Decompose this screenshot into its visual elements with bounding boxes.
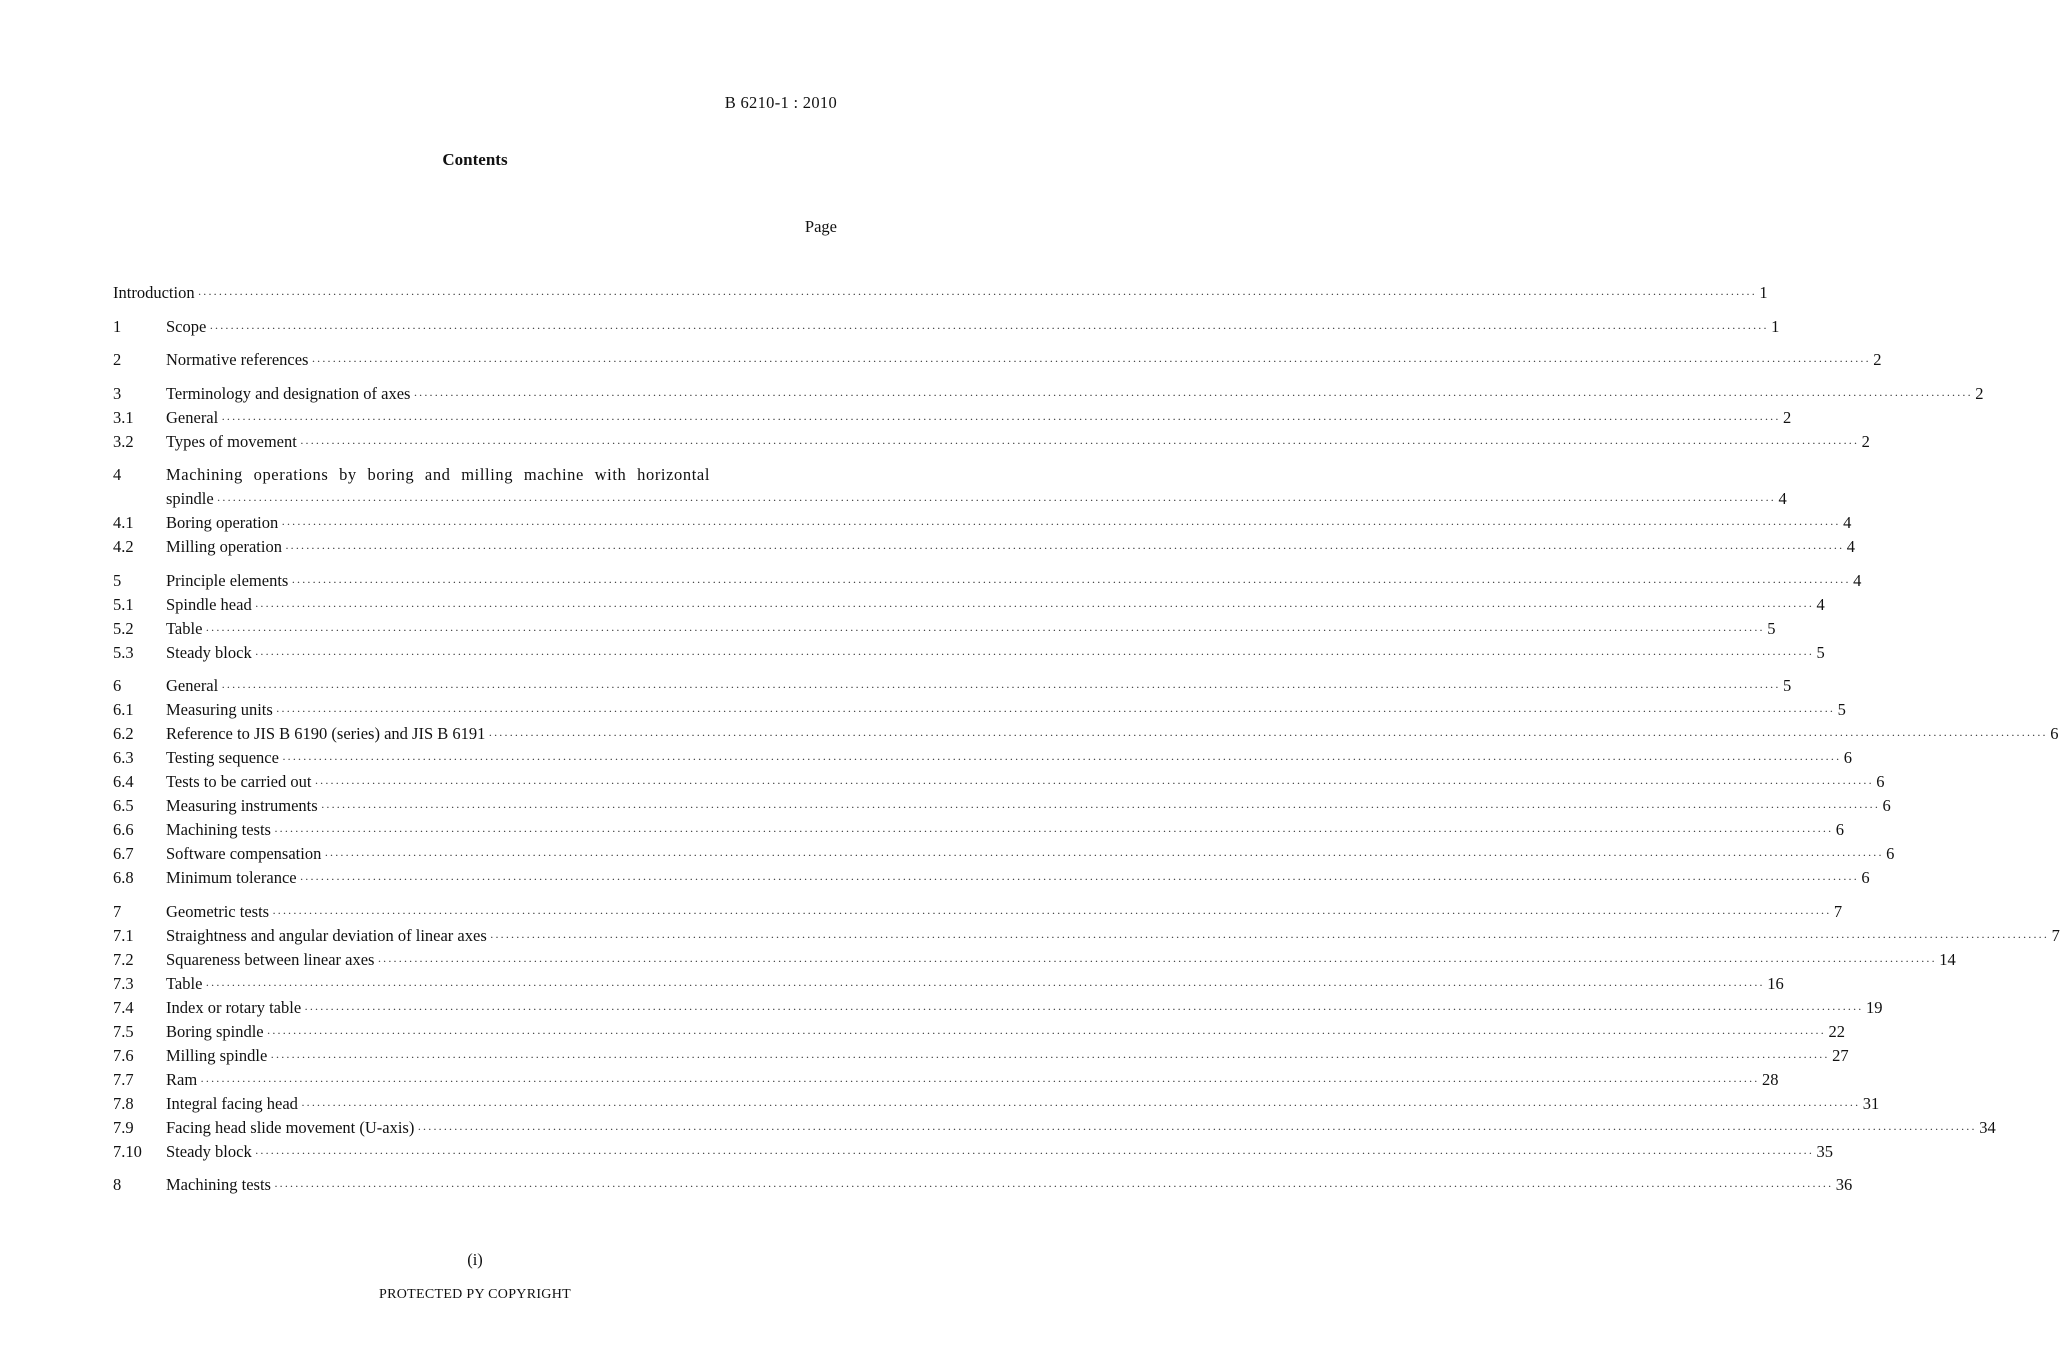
toc-entry-label: Table — [166, 973, 203, 993]
toc-entry[interactable] — [113, 723, 2059, 747]
toc-entry-label: Reference to JIS B 6190 (series) and JIS B 6191 — [166, 724, 486, 743]
toc-entry[interactable] — [113, 949, 1956, 973]
toc-entry-page: 5 — [1783, 676, 1792, 695]
toc-entry-label: Steady block — [166, 1141, 252, 1161]
toc-entry[interactable] — [113, 512, 1852, 536]
toc-section-gap — [113, 560, 818, 570]
toc-entry-page: 4 — [1778, 489, 1787, 508]
toc-entry-label: Geometric tests — [166, 901, 270, 921]
toc-leader-dots: ············································································································································································································································································································ — [200, 1073, 1759, 1088]
toc-entry-page: 5 — [1837, 700, 1846, 719]
toc-entry-number: 3 — [113, 383, 122, 403]
toc-leader-dots: ············································································································································································································································································································ — [291, 574, 1851, 589]
toc-entry-number: 1 — [113, 316, 122, 336]
toc-leader-dots: ············································································································································································································································································································ — [216, 493, 1776, 507]
toc-entry[interactable] — [113, 1045, 1849, 1069]
toc-entry-page: 6 — [1882, 796, 1891, 815]
toc-entry-page: 19 — [1865, 997, 1883, 1017]
toc-entry[interactable] — [113, 594, 1825, 618]
toc-entry-label: Steady block — [166, 642, 252, 662]
toc-section-gap — [113, 455, 818, 465]
toc-entry-number: 7.3 — [113, 973, 134, 993]
toc-entry-page: 6 — [1876, 772, 1885, 791]
toc-leader-dots: ············································································································································································································································································································ — [304, 1001, 1863, 1016]
toc-entry-label: Straightness and angular deviation of linear axes — [166, 925, 487, 945]
toc-entry-label: Spindle head — [166, 594, 252, 614]
toc-entry-number: 7.10 — [113, 1141, 142, 1161]
toc-entry-page: 4 — [1843, 513, 1852, 532]
toc-section-gap — [113, 1165, 818, 1175]
toc-entry-label: Facing head slide movement (U-axis) — [166, 1117, 415, 1137]
toc-entry-page: 28 — [1762, 1069, 1779, 1089]
toc-leader-dots: ············································································································································································································································································································ — [266, 1025, 1826, 1040]
toc-entry-number: 5.1 — [113, 594, 134, 614]
toc-entry-continuation[interactable] — [113, 488, 1787, 512]
toc-section-gap — [113, 306, 818, 316]
toc-entry[interactable] — [113, 867, 1870, 891]
toc-entry-label: Ram — [166, 1069, 198, 1089]
toc-entry-number: 7.2 — [113, 949, 134, 969]
toc-leader-dots: ············································································································································································································································································································ — [254, 598, 1814, 613]
toc-entry-label: Squareness between linear axes — [166, 949, 375, 969]
toc-entry[interactable] — [113, 1093, 1880, 1117]
toc-entry-number: 7.1 — [113, 925, 134, 945]
toc-entry-label: Principle elements — [166, 570, 289, 590]
toc-leader-dots: ············································································································································································································································································································ — [417, 1121, 1977, 1136]
toc-entry-label: Normative references — [166, 350, 309, 369]
toc-leader-dots: ············································································································································································································································································································ — [281, 752, 1841, 766]
toc-entry-page: 7 — [2051, 925, 2060, 945]
toc-entry-number: 5.2 — [113, 618, 134, 638]
toc-entry[interactable] — [113, 925, 2060, 949]
toc-entry[interactable] — [113, 843, 1895, 867]
toc-leader-dots: ············································································································································································································································································································ — [488, 728, 2048, 742]
toc-leader-dots: ············································································································································································································································································································ — [221, 680, 1781, 694]
toc-leader-dots: ············································································································································································································································································································ — [314, 776, 1874, 790]
toc-entry-page: 22 — [1828, 1021, 1845, 1041]
toc-entry[interactable] — [113, 973, 1784, 997]
toc-entry[interactable] — [113, 642, 1825, 666]
toc-entry-page: 6 — [1861, 868, 1870, 887]
toc-entry[interactable] — [113, 675, 1792, 699]
toc-entry-label: Integral facing head — [166, 1093, 298, 1113]
toc-entry[interactable] — [113, 795, 1891, 819]
toc-entry-label: General — [166, 407, 219, 427]
toc-entry[interactable] — [113, 1174, 1853, 1198]
toc-leader-dots: ············································································································································································································································································································ — [300, 1097, 1860, 1112]
toc-entry-label: Boring spindle — [166, 1021, 264, 1041]
toc-entry-number: 6.1 — [113, 700, 134, 719]
toc-entry-number: 6.8 — [113, 868, 134, 887]
toc-entry-page: 34 — [1979, 1117, 1996, 1137]
toc-entry-page: 36 — [1835, 1175, 1853, 1194]
toc-entry-label: Boring operation — [166, 513, 279, 532]
toc-leader-dots: ············································································································································································································································································································ — [413, 387, 1973, 402]
toc-leader-dots: ············································································································································································································································································································ — [254, 1145, 1814, 1160]
toc-leader-dots: ············································································································································································································································································································ — [273, 1179, 1833, 1193]
toc-leader-dots: ············································································································································································································································································································ — [324, 848, 1884, 862]
toc-entry-number: 3.1 — [113, 407, 134, 427]
toc-entry[interactable] — [113, 819, 1845, 843]
toc-entry-page: 6 — [2050, 724, 2059, 743]
toc-entry-number: 8 — [113, 1175, 122, 1194]
document-id: B 6210-1 : 2010 — [724, 93, 837, 112]
toc-entry-number: 5.3 — [113, 642, 134, 662]
toc-leader-dots: ············································································································································································································································································································ — [254, 646, 1814, 661]
toc-leader-dots: ············································································································································································································································································································ — [272, 905, 1831, 920]
page-title: Contents — [442, 150, 508, 169]
toc-entry-label: Introduction — [113, 283, 195, 302]
toc-entry-label: General — [166, 676, 219, 695]
toc-entry[interactable] — [113, 699, 1846, 723]
toc-entry-number: 5 — [113, 570, 122, 590]
toc-entry-page: 6 — [1886, 844, 1895, 863]
toc-leader-dots: ············································································································································································································································································································ — [489, 929, 2049, 944]
toc-leader-dots: ············································································································································································································································································································ — [284, 541, 1844, 555]
toc-entry-page: 4 — [1816, 594, 1825, 614]
toc-entry-label: Testing sequence — [166, 748, 279, 767]
toc-entry-number: 4.2 — [113, 537, 134, 556]
toc-entry-page: 6 — [1835, 820, 1845, 839]
toc-entry-number: 6.6 — [113, 820, 134, 839]
toc-entry[interactable] — [113, 747, 1853, 771]
toc-entry-number: 7.6 — [113, 1045, 134, 1065]
toc-entry[interactable] — [113, 431, 1870, 455]
toc-entry-number: 6.2 — [113, 724, 134, 743]
toc-entry[interactable] — [113, 1141, 1834, 1165]
toc-entry-label: Machining tests — [166, 820, 271, 839]
toc-section-gap — [113, 891, 818, 901]
toc-leader-dots: ············································································································································································································································································································ — [273, 824, 1833, 838]
toc-entry[interactable] — [113, 771, 1885, 795]
toc-entry-label: Index or rotary table — [166, 997, 302, 1017]
toc-entry-label: Milling spindle — [166, 1045, 268, 1065]
toc-entry-label: Scope — [166, 316, 207, 336]
toc-entry-page: 27 — [1832, 1045, 1849, 1065]
toc-entry-page: 6 — [1843, 748, 1853, 767]
toc-entry-label: Terminology and designation of axes — [166, 383, 411, 403]
toc-entry-page: 31 — [1862, 1093, 1880, 1113]
toc-entry-label: Types of movement — [166, 431, 297, 451]
toc-entry-page: 5 — [1816, 642, 1825, 662]
toc-entry-page: 1 — [1759, 283, 1768, 302]
toc-entry-number: 6.3 — [113, 748, 134, 767]
toc-entry-page: 1 — [1771, 316, 1780, 336]
toc-entry-number: 6.5 — [113, 796, 134, 815]
toc-entry-label: Tests to be carried out — [166, 772, 312, 791]
toc-entry-page: 2 — [1861, 431, 1870, 451]
toc-leader-dots: ············································································································································································································································································································ — [205, 622, 1765, 637]
toc-entry-page: 16 — [1767, 973, 1784, 993]
toc-leader-dots: ············································································································································································································································································································ — [270, 1049, 1830, 1064]
toc-entry-number: 6.7 — [113, 844, 134, 863]
toc-entry[interactable] — [113, 997, 1883, 1021]
toc-entry-number: 4 — [113, 465, 122, 484]
toc-section-gap — [113, 373, 818, 383]
toc-entry-page: 7 — [1833, 901, 1843, 921]
toc-entry[interactable] — [113, 1117, 1996, 1141]
toc-entry-page: 14 — [1939, 949, 1956, 969]
toc-entry-page: 4 — [1853, 570, 1862, 590]
toc-leader-dots: ············································································································································································································································································································ — [209, 320, 1769, 335]
copyright-notice: PROTECTED PY COPYRIGHT — [379, 1287, 571, 1302]
toc-entry-label: Software compensation — [166, 844, 322, 863]
toc-leader-dots: ············································································································································································································································································································ — [299, 435, 1859, 450]
toc-entry[interactable] — [113, 282, 1768, 306]
toc-entry-number: 7.5 — [113, 1021, 134, 1041]
toc-entry[interactable] — [113, 464, 818, 488]
toc-entry[interactable] — [113, 407, 1792, 431]
toc-leader-dots: ············································································································································································································································································································ — [221, 411, 1781, 426]
toc-entry-page: 35 — [1816, 1141, 1834, 1161]
toc-entry-number: 3.2 — [113, 431, 134, 451]
toc-entry-label-continued: spindle — [166, 489, 214, 508]
toc-entry-number: 4.1 — [113, 513, 134, 532]
toc-entry-label: Minimum tolerance — [166, 868, 297, 887]
toc-entry-label: Milling operation — [166, 537, 282, 556]
toc-entry-page: 2 — [1975, 383, 1984, 403]
toc-entry-number: 6.4 — [113, 772, 134, 791]
toc-entry-number: 7.4 — [113, 997, 134, 1017]
toc-entry-page: 4 — [1846, 537, 1856, 556]
toc-entry-number: 6 — [113, 676, 122, 695]
toc-leader-dots: ············································································································································································································································································································ — [320, 800, 1880, 814]
toc-entry[interactable] — [113, 570, 1862, 594]
toc-entry[interactable] — [113, 1069, 1779, 1093]
table-of-contents — [113, 282, 2060, 1198]
toc-entry-number: 2 — [113, 350, 122, 369]
toc-leader-dots: ············································································································································································································································································································ — [377, 953, 1937, 968]
toc-entry-label: Measuring units — [166, 700, 273, 719]
toc-entry[interactable] — [113, 536, 1856, 560]
toc-entry[interactable] — [113, 618, 1776, 642]
toc-leader-dots: ············································································································································································································································································································ — [311, 354, 1871, 368]
toc-entry-page: 2 — [1873, 350, 1882, 369]
toc-leader-dots: ············································································································································································································································································································ — [197, 287, 1757, 301]
page-column-header: Page — [804, 217, 837, 236]
toc-section-gap — [113, 666, 818, 676]
toc-entry[interactable] — [113, 349, 1882, 373]
toc-section-gap — [113, 340, 818, 350]
toc-entry[interactable] — [113, 901, 1843, 925]
toc-entry-label: Machining tests — [166, 1175, 271, 1194]
toc-entry-page: 5 — [1767, 618, 1776, 638]
toc-entry-number: 7.8 — [113, 1093, 134, 1113]
toc-entry-label: Table — [166, 618, 203, 638]
toc-entry[interactable] — [113, 1021, 1845, 1045]
toc-leader-dots: ············································································································································································································································································································ — [275, 704, 1835, 718]
footer-page-number: (i) — [467, 1250, 483, 1269]
toc-leader-dots: ············································································································································································································································································································ — [281, 517, 1841, 531]
toc-entry[interactable] — [113, 383, 1984, 407]
toc-entry[interactable] — [113, 316, 1780, 340]
toc-leader-dots: ············································································································································································································································································································ — [205, 977, 1765, 992]
toc-entry-number: 7.9 — [113, 1117, 134, 1137]
toc-entry-label: Measuring instruments — [166, 796, 318, 815]
toc-entry-label: Machining operations by boring and milling machine with horizontal — [166, 465, 711, 484]
toc-leader-dots: ············································································································································································································································································································ — [299, 872, 1859, 886]
toc-entry-number: 7 — [113, 901, 122, 921]
toc-entry-page: 2 — [1783, 407, 1792, 427]
toc-entry-number: 7.7 — [113, 1069, 134, 1089]
